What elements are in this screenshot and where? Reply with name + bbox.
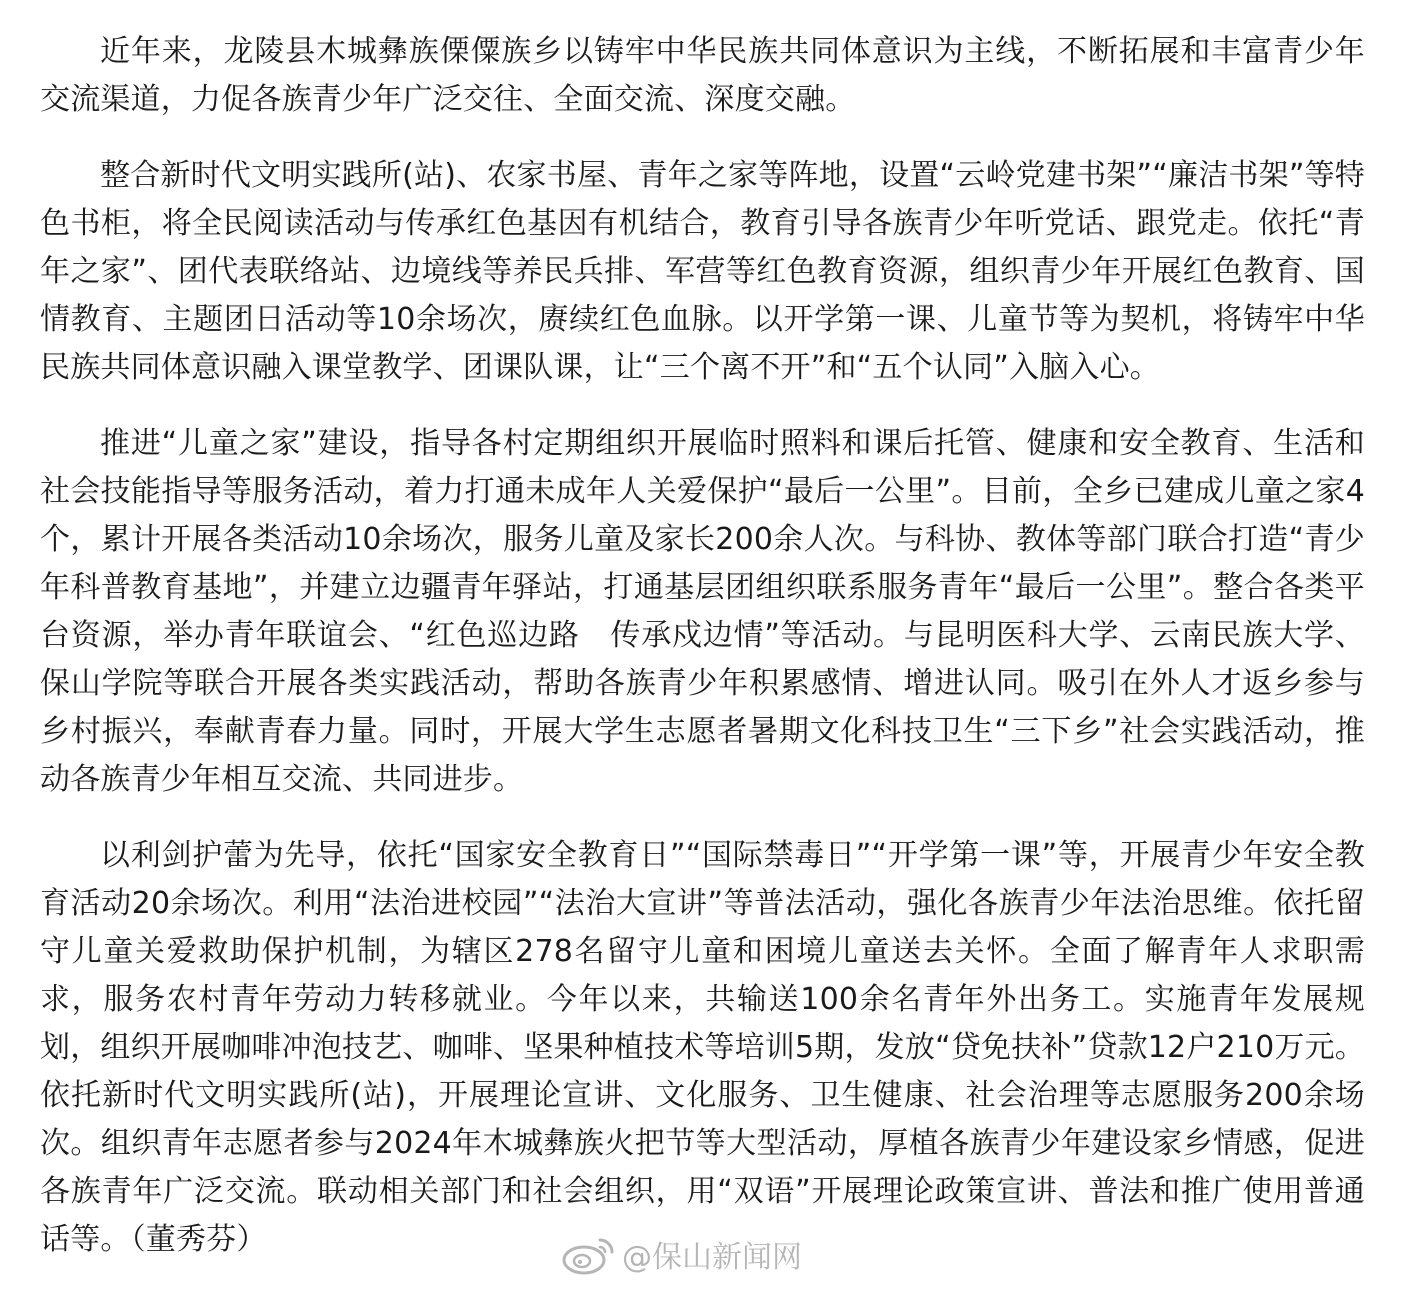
- paragraph-1: 近年来，龙陵县木城彝族傈僳族乡以铸牢中华民族共同体意识为主线，不断拓展和丰富青少年交流渠道，力促各族青少年广泛交往、全面交流、深度交融。: [40, 34, 1365, 117]
- watermark-text: @保山新闻网: [622, 1240, 802, 1275]
- paragraph-4: 以利剑护蕾为先导，依托“国家安全教育日”“国际禁毒日”“开学第一课”等，开展青少年安全教育活动20余场次。利用“法治进校园”“法治大宣讲”等普法活动，强化各族青少年法治思维。依托留守儿童关爱救助保护机制，为辖区278名留守儿童和困境儿童送去关怀。全面了解青年人求职需求，服务农村青年劳动力转移就业。今年以来，共输送100余名青年外出务工。实施青年发展规划，组织开展咖啡冲泡技艺、咖啡、坚果种植技术等培训5期，发放“贷免扶补”贷款12户210万元。依托新时代文明实践所(站)，开展理论宣讲、文化服务、卫生健康、社会治理等志愿服务200余场次。组织青年志愿者参与2024年木城彝族火把节等大型活动，厚植各族青少年建设家乡情感，促进各族青年广泛交流。联动相关部门和社会组织，用“双语”开展理论政策宣讲、普法和推广使用普通话等。（董秀芬）: [40, 838, 1366, 1257]
- paragraph-3: 推进“儿童之家”建设，指导各村定期组织开展临时照料和课后托管、健康和安全教育、生活和社会技能指导等服务活动，着力打通未成年人关爱保护“最后一公里”。目前，全乡已建成儿童之家4个，累计开展各类活动10余场次，服务儿童及家长200余人次。与科协、教体等部门联合打造“青少年科普教育基地”，并建立边疆青年驿站，打通基层团组织联系服务青年“最后一公里”。整合各类平台资源，举办青年联谊会、“红色巡边路 传承戍边情”等活动。与昆明医科大学、云南民族大学、保山学院等联合开展各类实践活动，帮助各族青少年积累感情、增进认同。吸引在外人才返乡参与乡村振兴，奉献青春力量。同时，开展大学生志愿者暑期文化科技卫生“三下乡”社会实践活动，推动各族青少年相互交流、共同进步。: [40, 426, 1365, 797]
- paragraph-2: 整合新时代文明实践所(站)、农家书屋、青年之家等阵地，设置“云岭党建书架”“廉洁书架”等特色书柜，将全民阅读活动与传承红色基因有机结合，教育引导各族青少年听党话、跟党走。依托“青年之家”、团代表联络站、边境线等养民兵排、军营等红色教育资源，组织青少年开展红色教育、国情教育、主题团日活动等10余场次，赓续红色血脉。以开学第一课、儿童节等为契机，将铸牢中华民族共同体意识融入课堂教学、团课队课，让“三个离不开”和“五个认同”入脑入心。: [40, 158, 1365, 385]
- article-body: [40, 28, 1365, 1264]
